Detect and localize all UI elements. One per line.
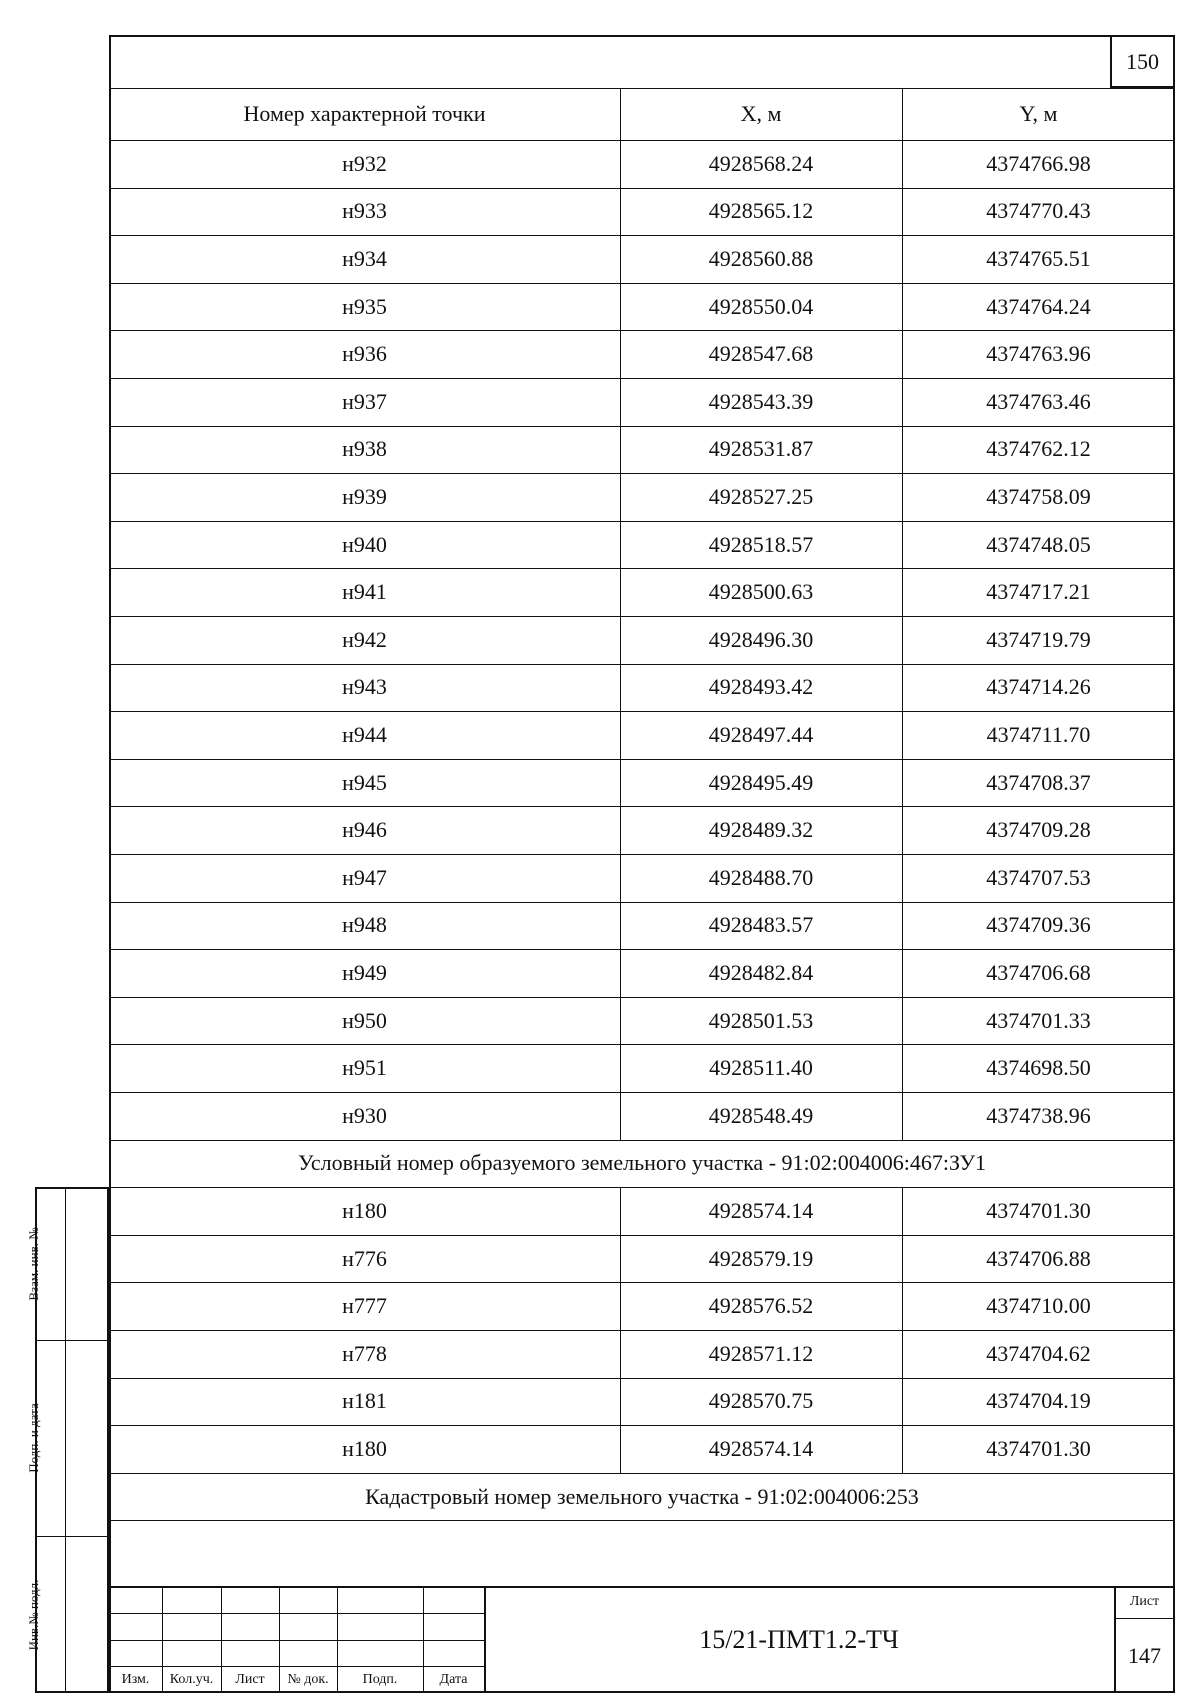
- table-row-divider-1: [620, 616, 621, 664]
- x-coordinate-cell: 4928482.84: [708, 959, 814, 985]
- y-coordinate-cell: 4374748.05: [986, 531, 1091, 557]
- table-row-divider-1: [620, 521, 621, 569]
- tb-col-data: Дата: [439, 1671, 468, 1687]
- x-coordinate-cell: 4928568.24: [708, 150, 814, 176]
- table-row-divider-2: [902, 949, 903, 997]
- side-label-vzam-inv: Взам. инв. №: [26, 1227, 41, 1301]
- x-coordinate-cell: 4928493.42: [708, 674, 814, 700]
- y-coordinate-cell: 4374709.36: [986, 912, 1091, 938]
- table-row-divider-1: [620, 235, 621, 283]
- x-coordinate-cell: 4928570.75: [708, 1388, 814, 1414]
- point-number-cell: н937: [342, 388, 387, 414]
- table-row-zu1-divider-1: [620, 1187, 621, 1235]
- header-divider-1: [620, 88, 621, 140]
- y-coordinate-cell: 4374763.46: [986, 388, 1091, 414]
- x-coordinate-cell: 4928531.87: [708, 436, 814, 462]
- table-row-divider-1: [620, 330, 621, 378]
- y-coordinate-cell: 4374698.50: [986, 1055, 1091, 1081]
- x-coordinate-cell: 4928543.39: [708, 388, 814, 414]
- table-row-divider-1: [620, 806, 621, 854]
- sheet-label: Лист: [1129, 1594, 1160, 1609]
- table-row-zu1-divider-2: [902, 1330, 903, 1378]
- y-coordinate-cell: 4374738.96: [986, 1102, 1091, 1128]
- point-number-cell: н946: [342, 817, 387, 843]
- table-row-divider-1: [620, 283, 621, 331]
- tb-col-podp: Подп.: [362, 1671, 398, 1687]
- y-coordinate-cell: 4374711.70: [986, 721, 1091, 747]
- table-row-divider-1: [620, 997, 621, 1045]
- point-number-cell: н933: [342, 198, 387, 224]
- section-title-border: [109, 1520, 1175, 1521]
- title-block-row2: [109, 1640, 484, 1641]
- point-number-cell: н942: [342, 626, 387, 652]
- table-row-zu1-divider-2: [902, 1425, 903, 1473]
- section-title-cadastral: Кадастровый номер земельного участка - 91:02:004006:253: [365, 1483, 919, 1509]
- y-coordinate-cell: 4374770.43: [986, 198, 1091, 224]
- y-coordinate-cell: 4374763.96: [986, 341, 1091, 367]
- table-row-divider-2: [902, 235, 903, 283]
- title-block-row1: [109, 1613, 484, 1614]
- point-number-cell: н778: [342, 1340, 387, 1366]
- table-row-divider-2: [902, 378, 903, 426]
- side-stamp-divider: [65, 1187, 66, 1693]
- side-stamp-separator-2: [35, 1536, 109, 1537]
- y-coordinate-cell: 4374706.68: [986, 959, 1091, 985]
- y-coordinate-cell: 4374701.33: [986, 1007, 1091, 1033]
- table-row-divider-1: [620, 1044, 621, 1092]
- table-row-divider-1: [620, 759, 621, 807]
- point-number-cell: н935: [342, 293, 387, 319]
- x-coordinate-cell: 4928574.14: [708, 1435, 814, 1461]
- table-row-divider-2: [902, 902, 903, 950]
- x-coordinate-cell: 4928550.04: [708, 293, 814, 319]
- x-coordinate-cell: 4928500.63: [708, 579, 814, 605]
- y-coordinate-cell: 4374719.79: [986, 626, 1091, 652]
- table-row-divider-2: [902, 664, 903, 712]
- y-coordinate-cell: 4374764.24: [986, 293, 1091, 319]
- y-coordinate-cell: 4374701.30: [986, 1197, 1091, 1223]
- table-row-zu1-divider-2: [902, 1187, 903, 1235]
- corner-page-number: 150: [1126, 48, 1159, 74]
- table-row-zu1-divider-2: [902, 1378, 903, 1426]
- point-number-cell: н938: [342, 436, 387, 462]
- table-row-divider-2: [902, 426, 903, 474]
- point-number-cell: н943: [342, 674, 387, 700]
- y-coordinate-cell: 4374707.53: [986, 864, 1091, 890]
- point-number-cell: н777: [342, 1293, 387, 1319]
- header-y: Y, м: [1019, 101, 1058, 126]
- table-row-divider-2: [902, 568, 903, 616]
- table-row-divider-1: [620, 902, 621, 950]
- x-coordinate-cell: 4928501.53: [708, 1007, 814, 1033]
- x-coordinate-cell: 4928511.40: [709, 1055, 813, 1081]
- x-coordinate-cell: 4928496.30: [708, 626, 814, 652]
- y-coordinate-cell: 4374765.51: [986, 245, 1091, 271]
- table-row-divider-1: [620, 854, 621, 902]
- table-row-divider-2: [902, 330, 903, 378]
- table-row-zu1-divider-1: [620, 1330, 621, 1378]
- x-coordinate-cell: 4928548.49: [708, 1102, 814, 1128]
- point-number-cell: н932: [342, 150, 387, 176]
- table-row-divider-2: [902, 188, 903, 236]
- point-number-cell: н930: [342, 1102, 387, 1128]
- y-coordinate-cell: 4374709.28: [986, 817, 1091, 843]
- y-coordinate-cell: 4374710.00: [986, 1293, 1091, 1319]
- table-row-divider-1: [620, 140, 621, 188]
- tb-col-kol-uch: Кол.уч.: [169, 1671, 214, 1687]
- y-coordinate-cell: 4374714.26: [986, 674, 1091, 700]
- y-coordinate-cell: 4374704.19: [986, 1388, 1091, 1414]
- point-number-cell: н180: [342, 1197, 387, 1223]
- side-label-podp-data: Подп. и дата: [26, 1403, 41, 1473]
- x-coordinate-cell: 4928571.12: [708, 1340, 814, 1366]
- x-coordinate-cell: 4928560.88: [708, 245, 814, 271]
- table-row-zu1-divider-2: [902, 1235, 903, 1283]
- x-coordinate-cell: 4928488.70: [708, 864, 814, 890]
- document-code: 15/21-ПМТ1.2-ТЧ: [699, 1624, 899, 1654]
- side-stamp-separator-1: [35, 1340, 109, 1341]
- point-number-cell: н948: [342, 912, 387, 938]
- table-row-zu1-divider-1: [620, 1378, 621, 1426]
- y-coordinate-cell: 4374717.21: [986, 579, 1091, 605]
- y-coordinate-cell: 4374766.98: [986, 150, 1091, 176]
- table-row-divider-2: [902, 1092, 903, 1140]
- tb-col-izm: Изм.: [121, 1671, 150, 1687]
- table-row-zu1-divider-1: [620, 1235, 621, 1283]
- side-stamp: [35, 1187, 109, 1693]
- point-number-cell: н950: [342, 1007, 387, 1033]
- table-row-divider-1: [620, 188, 621, 236]
- point-number-cell: н940: [342, 531, 387, 557]
- point-number-cell: н947: [342, 864, 387, 890]
- point-number-cell: н945: [342, 769, 387, 795]
- y-coordinate-cell: 4374706.88: [986, 1245, 1091, 1271]
- point-number-cell: н941: [342, 579, 387, 605]
- table-row-divider-2: [902, 806, 903, 854]
- table-row-divider-2: [902, 283, 903, 331]
- table-row-zu1-divider-2: [902, 1282, 903, 1330]
- section-title-zu1: Условный номер образуемого земельного участка - 91:02:004006:467:ЗУ1: [297, 1150, 987, 1176]
- x-coordinate-cell: 4928576.52: [708, 1293, 814, 1319]
- x-coordinate-cell: 4928518.57: [708, 531, 814, 557]
- point-number-cell: н934: [342, 245, 387, 271]
- point-number-cell: н936: [342, 341, 387, 367]
- x-coordinate-cell: 4928574.14: [708, 1197, 814, 1223]
- x-coordinate-cell: 4928547.68: [708, 341, 814, 367]
- table-row-divider-1: [620, 378, 621, 426]
- header-x: X, м: [740, 101, 782, 126]
- point-number-cell: н180: [342, 1435, 387, 1461]
- header-point-number: Номер характерной точки: [243, 101, 486, 126]
- table-row-divider-2: [902, 616, 903, 664]
- table-row-zu1-divider-1: [620, 1282, 621, 1330]
- table-row-divider-2: [902, 997, 903, 1045]
- table-row-divider-1: [620, 1092, 621, 1140]
- point-number-cell: н951: [342, 1055, 387, 1081]
- point-number-cell: н181: [342, 1388, 387, 1414]
- y-coordinate-cell: 4374701.30: [986, 1435, 1091, 1461]
- y-coordinate-cell: 4374708.37: [986, 769, 1091, 795]
- x-coordinate-cell: 4928527.25: [708, 483, 814, 509]
- point-number-cell: н944: [342, 721, 387, 747]
- x-coordinate-cell: 4928483.57: [708, 912, 814, 938]
- table-row-divider-1: [620, 568, 621, 616]
- tb-col-doc-no: № док.: [287, 1671, 329, 1687]
- table-row-divider-2: [902, 711, 903, 759]
- x-coordinate-cell: 4928565.12: [708, 198, 814, 224]
- point-number-cell: н776: [342, 1245, 387, 1271]
- x-coordinate-cell: 4928497.44: [708, 721, 814, 747]
- header-divider-2: [902, 88, 903, 140]
- y-coordinate-cell: 4374704.62: [986, 1340, 1091, 1366]
- table-row-divider-1: [620, 664, 621, 712]
- tb-col-list: Лист: [235, 1671, 265, 1687]
- table-row-divider-2: [902, 521, 903, 569]
- y-coordinate-cell: 4374762.12: [986, 436, 1091, 462]
- table-row-divider-2: [902, 140, 903, 188]
- x-coordinate-cell: 4928495.49: [708, 769, 814, 795]
- table-row-divider-2: [902, 854, 903, 902]
- table-row-divider-1: [620, 711, 621, 759]
- x-coordinate-cell: 4928489.32: [708, 817, 814, 843]
- table-row-divider-1: [620, 426, 621, 474]
- point-number-cell: н949: [342, 959, 387, 985]
- y-coordinate-cell: 4374758.09: [986, 483, 1091, 509]
- x-coordinate-cell: 4928579.19: [708, 1245, 814, 1271]
- sheet-number: 147: [1128, 1642, 1161, 1668]
- table-row-divider-1: [620, 473, 621, 521]
- table-row-divider-2: [902, 473, 903, 521]
- side-label-inv-podl: Инв.№ подл.: [26, 1579, 41, 1651]
- table-row-divider-1: [620, 949, 621, 997]
- point-number-cell: н939: [342, 483, 387, 509]
- table-row-divider-2: [902, 1044, 903, 1092]
- table-row-zu1-divider-1: [620, 1425, 621, 1473]
- table-row-divider-2: [902, 759, 903, 807]
